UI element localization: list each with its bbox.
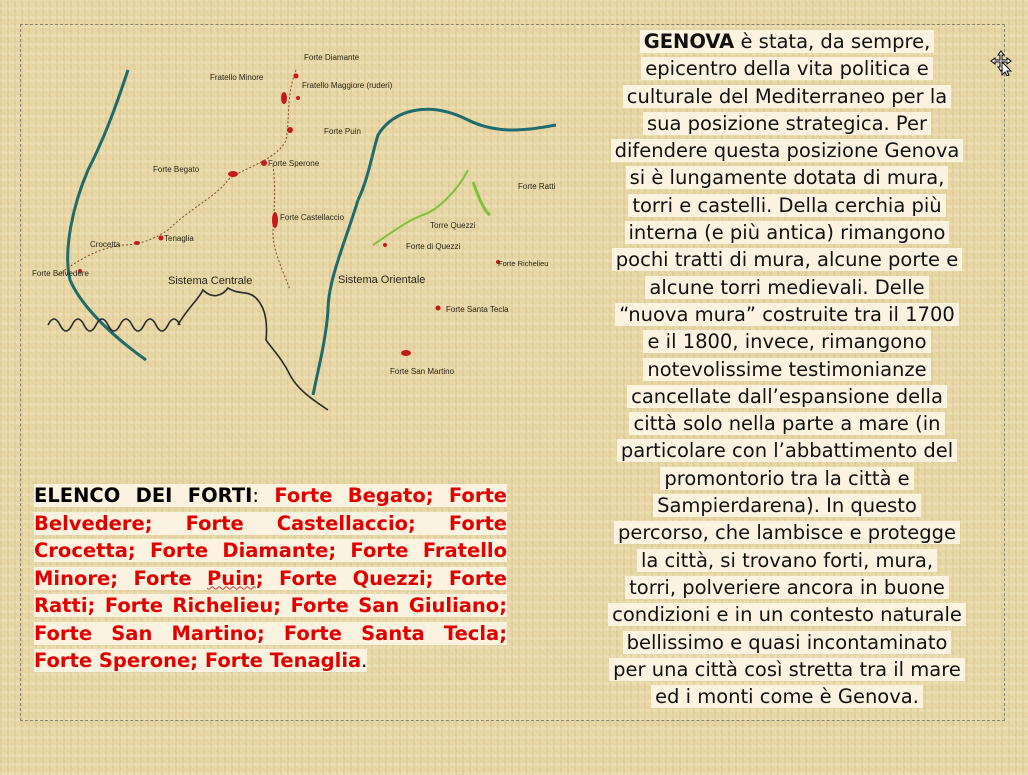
forti-puin: Puin [207, 566, 256, 590]
genova-line [625, 576, 949, 599]
genova-line [617, 439, 957, 462]
label-forte-belvedere: Forte Belvedere [32, 269, 89, 278]
genova-line-text: interna (e più antica) rimangono [628, 221, 946, 245]
genova-line-text: Sampierdarena). In questo [657, 494, 917, 518]
genova-line-text: torri e castelli. Della cerchia più [632, 193, 942, 217]
label-sistema-centrale: Sistema Centrale [168, 275, 253, 287]
label-forte-diamante: Forte Diamante [304, 53, 360, 62]
forti-title: ELENCO DEI FORTI [34, 484, 253, 507]
forti-colon: : [252, 484, 259, 507]
genova-line-text: culturale del Mediterraneo per la [626, 84, 948, 108]
genova-line-text: promontorio tra la città e [664, 466, 910, 490]
label-forte-santa-tecla: Forte Santa Tecla [446, 305, 509, 314]
genova-line-text: per una città così stretta tra il mare [613, 657, 961, 681]
genova-line [623, 85, 951, 108]
forti-items-a: Forte Begato; Forte Belvedere; Forte Castellaccio; Forte Crocetta; Forte Diamante; Forte Fratello Minore; Forte [34, 484, 507, 590]
label-forte-begato: Forte Begato [153, 165, 200, 174]
genova-line-text: percorso, che lambisce e protegge [617, 521, 957, 545]
river-east-lower [313, 200, 358, 395]
genova-line-text: è stata, da sempre, [734, 30, 931, 53]
genova-line [651, 685, 923, 708]
river-west [68, 70, 146, 360]
genova-line [628, 194, 945, 217]
label-forte-di-quezzi: Forte di Quezzi [406, 242, 461, 251]
genova-line [608, 603, 966, 626]
forti-items-b: ; Forte Quezzi; Forte Ratti; Forte Richelieu; Forte San Giuliano; Forte San Martino; Forte Santa Tecla; Forte Sperone; Forte Tenaglia [34, 566, 507, 672]
label-tenaglia: Tenaglia [164, 234, 194, 243]
forts-map [28, 40, 588, 420]
label-fratello-minore: Fratello Minore [210, 73, 264, 82]
genova-line [625, 221, 950, 244]
label-forte-san-martino: Forte San Martino [390, 367, 455, 376]
genova-line-text: ed i monti come è Genova. [655, 685, 919, 709]
genova-bold: GENOVA [643, 30, 735, 53]
move-cursor-icon [990, 50, 1012, 76]
label-fratello-maggiore: Fratello Maggiore (ruderi) [302, 81, 393, 90]
genova-line-text: torri, polveriere ancora in buone [629, 575, 945, 599]
genova-line-text: e il 1800, invece, rimangono [647, 330, 927, 354]
genova-line-text: cancellate dall’espansione della [631, 384, 943, 408]
genova-description[interactable] [578, 28, 996, 710]
label-forte-richelieu: Forte Richelieu [498, 259, 549, 268]
genova-line [640, 30, 935, 53]
genova-line [627, 385, 947, 408]
genova-line [641, 57, 932, 80]
genova-line [609, 658, 965, 681]
genova-line [623, 631, 952, 654]
genova-line [643, 330, 930, 353]
genova-line-text: si è lungamente dotata di mura, [629, 166, 945, 190]
label-sistema-orientale: Sistema Orientale [338, 274, 426, 286]
genova-line [645, 276, 928, 299]
label-forte-puin: Forte Puin [324, 127, 361, 136]
genova-line-text: difendere questa posizione Genova [614, 139, 960, 163]
genova-line-text: condizioni e in un contesto naturale [612, 603, 962, 627]
label-forte-ratti: Forte Ratti [518, 182, 556, 191]
genova-line-text: sua posizione strategica. Per [646, 111, 928, 135]
genova-line [611, 139, 964, 162]
genova-line [660, 467, 913, 490]
genova-line [643, 112, 931, 135]
genova-line-text: notevolissime testimonianze [647, 357, 927, 381]
label-forte-sperone: Forte Sperone [268, 159, 320, 168]
genova-line-text: città solo nella parte a mare (in [633, 412, 941, 436]
genova-line-text: la città, si trovano forti, mura, [640, 548, 934, 572]
map-svg [28, 40, 588, 420]
genova-line [653, 494, 921, 517]
label-forte-castellaccio: Forte Castellaccio [280, 213, 345, 222]
genova-line [637, 549, 937, 572]
green-walls [373, 170, 468, 245]
genova-line-text: particolare con l’abbattimento del [620, 439, 954, 463]
genova-line [615, 303, 959, 326]
genova-line-text: pochi tratti di mura, alcune porte e [615, 248, 959, 272]
genova-line [629, 412, 944, 435]
genova-line-text: bellissimo e quasi incontaminato [626, 630, 948, 654]
genova-line-text: epicentro della vita politica e [645, 57, 929, 81]
coastline [48, 319, 180, 331]
genova-line [643, 358, 930, 381]
genova-line [626, 166, 949, 189]
genova-line-text: “nuova mura” costruite tra il 1700 [619, 302, 955, 326]
label-torre-quezzi: Torre Quezzi [430, 221, 476, 230]
genova-line [614, 521, 960, 544]
forti-end: . [361, 649, 368, 672]
genova-line [612, 248, 962, 271]
forti-list[interactable] [34, 482, 507, 675]
label-crocetta: Crocetta [90, 240, 121, 249]
genova-line-text: alcune torri medievali. Delle [649, 275, 925, 299]
